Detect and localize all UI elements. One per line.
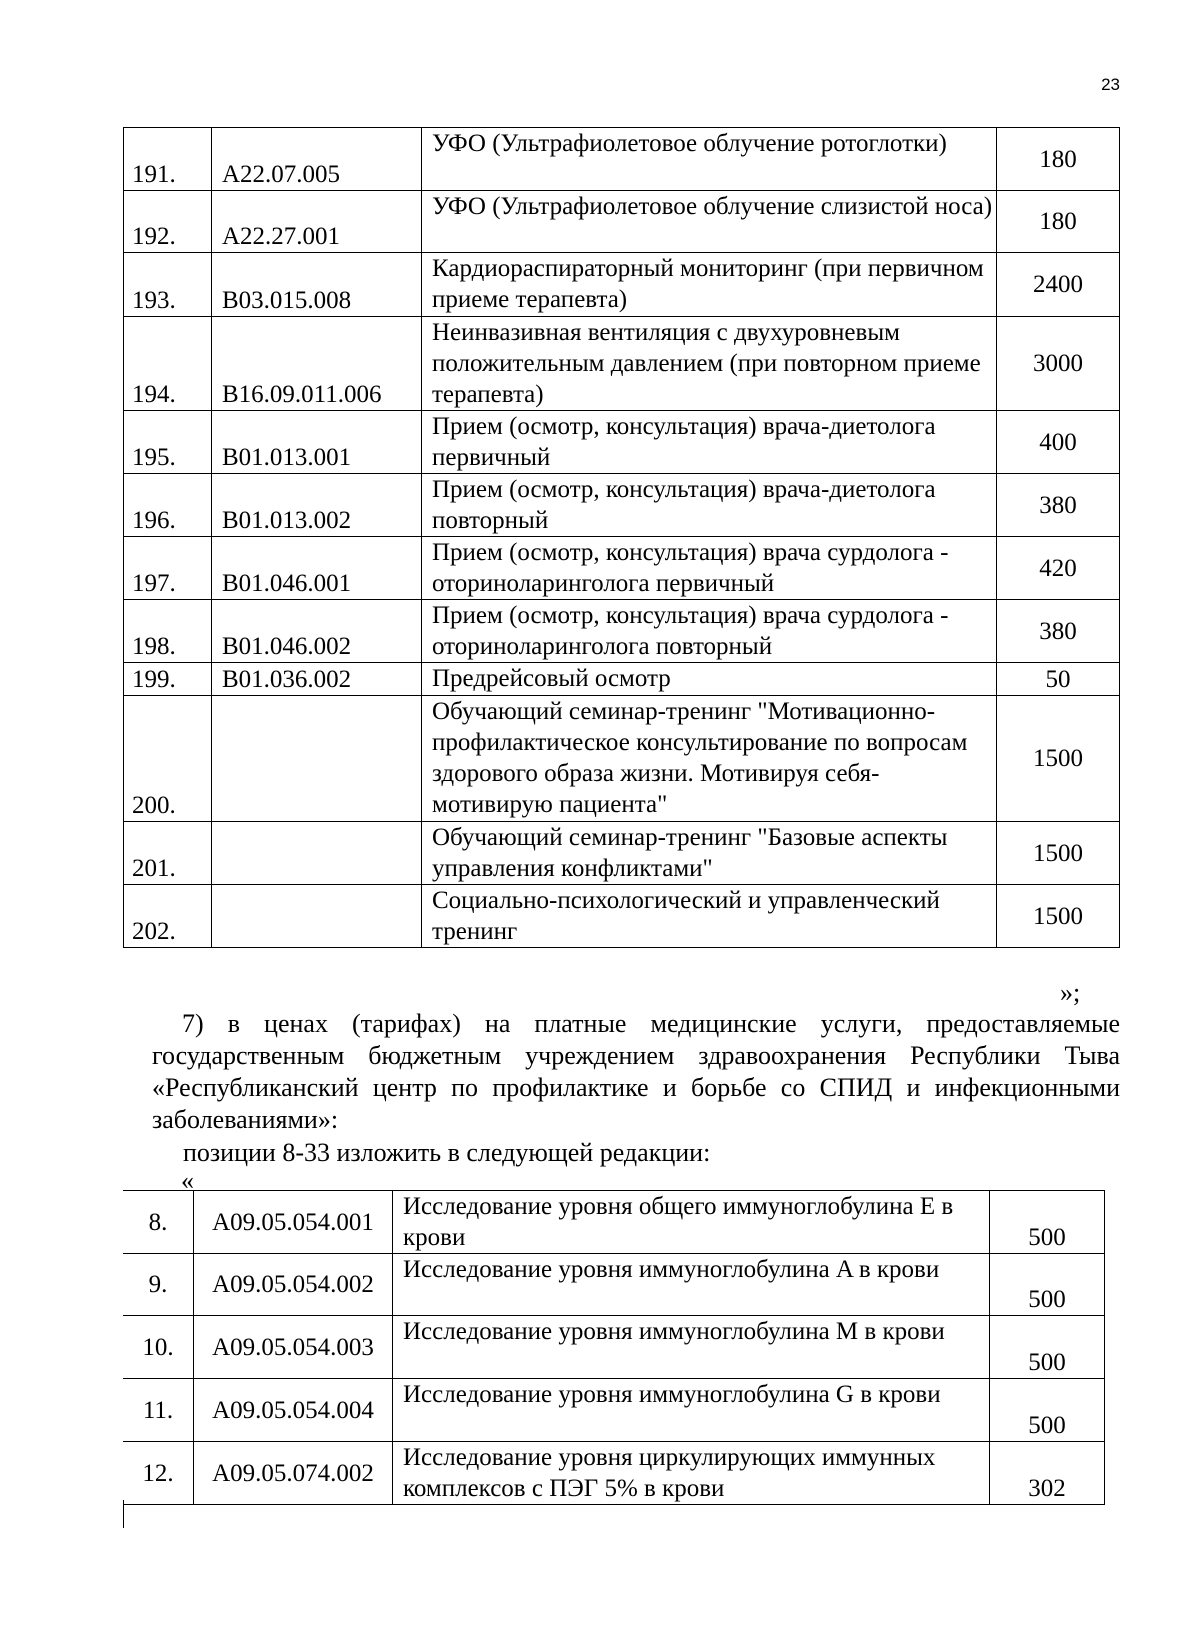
service-price: 180 [997,128,1120,191]
service-price: 420 [997,537,1120,600]
row-number: 200. [124,696,212,822]
service-price: 380 [997,600,1120,663]
row-number: 194. [124,317,212,411]
row-number: 198. [124,600,212,663]
table-row [124,253,1120,317]
service-name: Прием (осмотр, консультация) врача сурдолога - оториноларинголога повторный [422,600,997,663]
service-name: Исследование уровня иммуноглобулина A в крови [393,1254,990,1316]
table-row [123,1442,1105,1505]
service-price: 500 [990,1379,1105,1442]
service-price: 302 [990,1442,1105,1505]
table-row [124,191,1120,253]
tariff-table-continued [123,127,1120,948]
service-code: B03.015.008 [212,253,422,317]
service-name: Неинвазивная вентиляция с двухуровневым положительным давлением (при повторном приеме терапевта) [422,317,997,411]
table-row [123,1379,1105,1442]
amendment-paragraph [152,1008,1120,1136]
row-number: 12. [123,1442,194,1505]
table-row [124,696,1120,822]
service-code: B01.013.001 [212,411,422,474]
service-name: Прием (осмотр, консультация) врача-диетолога первичный [422,411,997,474]
service-price: 400 [997,411,1120,474]
table-row [124,822,1120,885]
service-name: УФО (Ультрафиолетовое облучение слизистой носа) [422,191,997,253]
service-name: Социально-психологический и управленческий тренинг [422,885,997,948]
service-name: Исследование уровня иммуноглобулина M в крови [393,1316,990,1379]
closing-quote: »; [1060,978,1081,1007]
row-number: 193. [124,253,212,317]
row-number: 10. [123,1316,194,1379]
service-name: Исследование уровня общего иммуноглобулина E в крови [393,1191,990,1254]
page-number: 23 [1101,75,1120,94]
service-price: 1500 [997,696,1120,822]
table-row [124,317,1120,411]
table-row [124,128,1120,191]
row-number: 202. [124,885,212,948]
service-name: Прием (осмотр, консультация) врача-диетолога повторный [422,474,997,537]
service-code: B16.09.011.006 [212,317,422,411]
table-row [123,1191,1105,1254]
service-name: Исследование уровня иммуноглобулина G в крови [393,1379,990,1442]
table-row [123,1254,1105,1316]
service-name: Исследование уровня циркулирующих иммунных комплексов с ПЭГ 5% в крови [393,1442,990,1505]
service-price: 180 [997,191,1120,253]
service-name: УФО (Ультрафиолетовое облучение ротоглотки) [422,128,997,191]
table-row [124,885,1120,948]
service-name: Обучающий семинар-тренинг "Базовые аспекты управления конфликтами" [422,822,997,885]
row-number: 201. [124,822,212,885]
table-row [123,1316,1105,1379]
row-number: 196. [124,474,212,537]
service-code: A09.05.054.003 [194,1316,393,1379]
service-price: 380 [997,474,1120,537]
service-code: B01.046.001 [212,537,422,600]
service-price: 50 [997,663,1120,696]
service-name: Кардиораспираторный мониторинг (при первичном приеме терапевта) [422,253,997,317]
row-number: 191. [124,128,212,191]
service-code: A09.05.054.004 [194,1379,393,1442]
positions-instruction: позиции 8-33 изложить в следующей редакции: [183,1138,711,1167]
table-row [124,600,1120,663]
row-number: 192. [124,191,212,253]
service-code: B01.036.002 [212,663,422,696]
service-code: B01.046.002 [212,600,422,663]
service-code: B01.013.002 [212,474,422,537]
service-price: 500 [990,1191,1105,1254]
service-code: A22.27.001 [212,191,422,253]
row-number: 8. [123,1191,194,1254]
table-row [124,663,1120,696]
amendment-text: 7) в ценах (тарифах) на платные медицинские услуги, предоставляемые государственным бюджетным учреждением здравоохранения Республики Тыва «Республиканский центр по профилактике и борьбе со СПИД и инфекционными заболеваниями»: [152,1009,1120,1134]
row-number: 195. [124,411,212,474]
aids-center-tariff-table [123,1190,1105,1505]
service-price: 2400 [997,253,1120,317]
service-price: 500 [990,1254,1105,1316]
service-name: Предрейсовый осмотр [422,663,997,696]
service-price: 3000 [997,317,1120,411]
table-row [124,474,1120,537]
service-code: A09.05.074.002 [194,1442,393,1505]
row-number: 9. [123,1254,194,1316]
service-name: Прием (осмотр, консультация) врача сурдолога - оториноларинголога первичный [422,537,997,600]
service-price: 500 [990,1316,1105,1379]
service-price: 1500 [997,822,1120,885]
service-code [212,885,422,948]
service-code: A09.05.054.001 [194,1191,393,1254]
row-number: 11. [123,1379,194,1442]
table-row [124,537,1120,600]
service-price: 1500 [997,885,1120,948]
table-row [124,411,1120,474]
opening-quote: « [181,1166,194,1195]
service-code: A09.05.054.002 [194,1254,393,1316]
table-left-border-stub [123,1500,124,1528]
row-number: 199. [124,663,212,696]
row-number: 197. [124,537,212,600]
service-name: Обучающий семинар-тренинг "Мотивационно-профилактическое консультирование по вопросам здорового образа жизни. Мотивируя себя-мотивирую пациента" [422,696,997,822]
service-code [212,822,422,885]
service-code: A22.07.005 [212,128,422,191]
service-code [212,696,422,822]
